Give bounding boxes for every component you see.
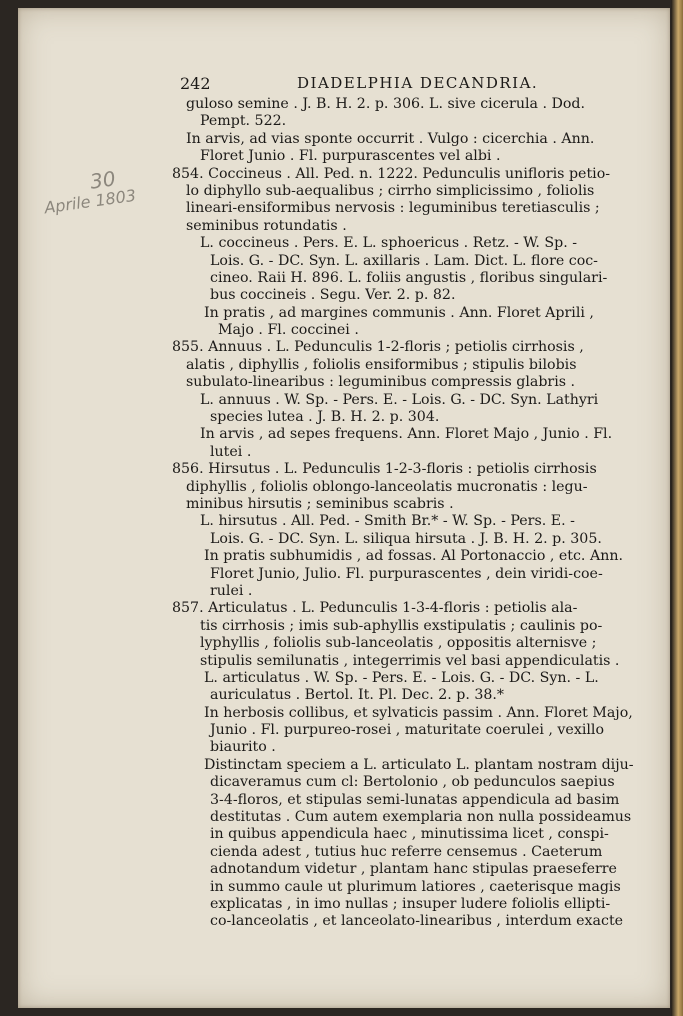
text-line: Pempt. 522. — [200, 113, 287, 130]
text-line: tis cirrhosis ; imis sub-aphyllis exstipulatis ; caulinis po- — [200, 617, 603, 634]
text-line: L. articulatus . W. Sp. - Pers. E. - Lois. G. - DC. Syn. - L. — [204, 669, 599, 686]
text-line: Floret Junio, Julio. Fl. purpurascentes , dein viridi-coe- — [210, 565, 603, 582]
text-line: in quibus appendicula haec , minutissima licet , conspi- — [210, 826, 609, 843]
text-line: In pratis , ad margines communis . Ann. Floret Aprili , — [204, 304, 594, 321]
text-line: seminibus rotundatis . — [186, 217, 347, 234]
text-line: Lois. G. - DC. Syn. L. siliqua hirsuta . J. B. H. 2. p. 305. — [210, 530, 602, 547]
text-line: lyphyllis , foliolis sub-lanceolatis , oppositis alternisve ; — [200, 635, 597, 652]
text-line: dicaveramus cum cl: Bertolonio , ob pedunculos saepius — [210, 774, 615, 791]
text-line: In pratis subhumidis , ad fossas. Al Portonaccio , etc. Ann. — [204, 548, 623, 565]
text-line: destitutas . Cum autem exemplaria non nulla possideamus — [210, 809, 632, 826]
text-line: lineari-ensiformibus nervosis : leguminibus teretiasculis ; — [186, 200, 600, 217]
text-line: Junio . Fl. purpureo-rosei , maturitate coerulei , vexillo — [210, 722, 604, 739]
running-title: DIADELPHIA DECANDRIA. — [297, 74, 539, 92]
text-line: minibus hirsutis ; seminibus scabris . — [186, 495, 454, 512]
text-line: lutei . — [210, 443, 252, 460]
text-line: rulei . — [210, 582, 253, 599]
text-line: cienda adest , tutius huc referre censemus . Caeterum — [210, 843, 603, 860]
book-edge — [671, 0, 683, 1016]
text-line: L. annuus . W. Sp. - Pers. E. - Lois. G. - DC. Syn. Lathyri — [200, 391, 599, 408]
entry-854-heading: 854. Coccineus . All. Ped. n. 1222. Pedunculis unifloris petio- — [172, 165, 611, 182]
text-line: diphyllis , foliolis oblongo-lanceolatis mucronatis : legu- — [186, 478, 588, 495]
text-line: In herbosis collibus, et sylvaticis passim . Ann. Floret Majo, — [204, 704, 633, 721]
text-line: Majo . Fl. coccinei . — [218, 322, 359, 339]
text-line: Lois. G. - DC. Syn. L. axillaris . Lam. Dict. L. flore coc- — [210, 252, 598, 269]
page-header — [0, 74, 683, 96]
text-line: L. hirsutus . All. Ped. - Smith Br.* - W. Sp. - Pers. E. - — [200, 513, 575, 530]
text-line: adnotandum videtur , plantam hanc stipulas praeseferre — [210, 861, 617, 878]
text-line: 3-4-floros, et stipulas semi-lunatas appendicula ad basim — [210, 791, 620, 808]
text-line: species lutea . J. B. H. 2. p. 304. — [210, 409, 440, 426]
text-line: explicatas , in imo nullas ; insuper ludere foliolis ellipti- — [210, 895, 611, 912]
text-line: L. coccineus . Pers. E. L. sphoericus . Retz. - W. Sp. - — [200, 235, 578, 252]
text-line: in summo caule ut plurimum latiores , caeterisque magis — [210, 878, 621, 895]
entry-856-heading: 856. Hirsutus . L. Pedunculis 1-2-3-floris : petiolis cirrhosis — [172, 461, 597, 478]
text-line: Floret Junio . Fl. purpurascentes vel albi . — [200, 148, 501, 165]
text-line: bus coccineis . Segu. Ver. 2. p. 82. — [210, 287, 456, 304]
entry-855-heading: 855. Annuus . L. Pedunculis 1-2-floris ; petiolis cirrhosis , — [172, 339, 584, 356]
text-line: lo diphyllo sub-aequalibus ; cirrho simplicissimo , foliolis — [186, 182, 595, 199]
text-line: In arvis, ad vias sponte occurrit . Vulgo : cicerchia . Ann. — [186, 130, 595, 147]
text-line: In arvis , ad sepes frequens. Ann. Floret Majo , Junio . Fl. — [200, 426, 613, 443]
handwritten-note-day: 30 — [88, 166, 117, 194]
text-line: cineo. Raii H. 896. L. foliis angustis , floribus singulari- — [210, 269, 608, 286]
text-line: auriculatus . Bertol. It. Pl. Dec. 2. p. 38.* — [210, 687, 505, 704]
entry-857-heading: 857. Articulatus . L. Pedunculis 1-3-4-floris : petiolis ala- — [172, 600, 578, 617]
text-line: subulato-linearibus : leguminibus compressis glabris . — [186, 374, 576, 391]
text-line: Distinctam speciem a L. articulato L. plantam nostram diju- — [204, 756, 634, 773]
text-line: biaurito . — [210, 739, 276, 756]
handwritten-note-date: Aprile 1803 — [43, 185, 138, 218]
page-number: 242 — [180, 74, 211, 93]
text-line: guloso semine . J. B. H. 2. p. 306. L. sive cicerula . Dod. — [186, 96, 586, 112]
page-body — [172, 96, 648, 931]
text-line: stipulis semilunatis , integerrimis vel basi appendiculatis . — [200, 652, 620, 669]
text-line: alatis , diphyllis , foliolis ensiformibus ; stipulis bilobis — [186, 356, 577, 373]
text-line: co-lanceolatis , et lanceolato-linearibus , interdum exacte — [210, 913, 624, 930]
